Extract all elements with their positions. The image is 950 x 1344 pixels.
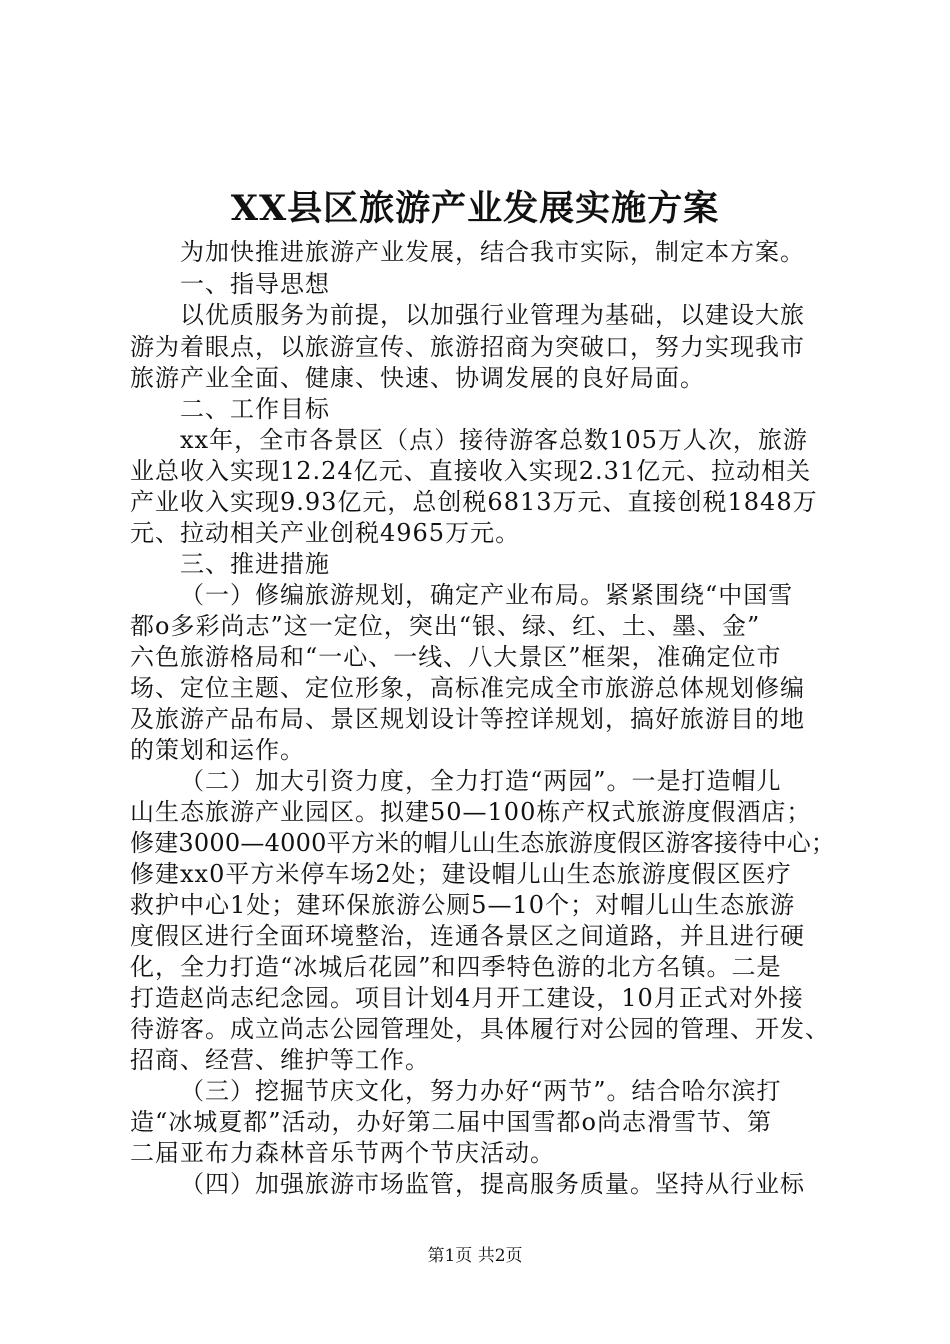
paragraph-line: 产业收入实现9.93亿元，总创税6813万元、直接创税1848万 bbox=[130, 488, 818, 516]
paragraph-line: 场、定位主题、定位形象，高标准完成全市旅游总体规划修编 bbox=[130, 674, 805, 702]
paragraph-line: 都ο多彩尚志”这一定位，突出“银、绿、红、土、墨、金” bbox=[130, 612, 761, 640]
paragraph-line: （三）挖掘节庆文化，努力办好“两节”。结合哈尔滨打 bbox=[180, 1077, 782, 1105]
paragraph-line: （一）修编旅游规划，确定产业布局。紧紧围绕“中国雪 bbox=[180, 581, 794, 609]
section-heading: 三、推进措施 bbox=[180, 550, 330, 578]
page-footer: 第1页 共2页 bbox=[427, 1246, 523, 1266]
section-heading: 二、工作目标 bbox=[180, 395, 330, 423]
paragraph-line: 六色旅游格局和“一心、一线、八大景区”框架，准确定位市 bbox=[130, 643, 782, 671]
section-heading: 一、指导思想 bbox=[180, 270, 330, 298]
paragraph-line: 及旅游产品布局、景区规划设计等控详规划，搞好旅游目的地 bbox=[130, 705, 805, 733]
paragraph-line: 造“冰城夏都”活动，办好第二届中国雪都ο尚志滑雪节、第 bbox=[130, 1108, 772, 1136]
paragraph-line: （四）加强旅游市场监管，提高服务质量。坚持从行业标 bbox=[180, 1170, 805, 1198]
paragraph-line: 山生态旅游产业园区。拟建50—100栋产权式旅游度假酒店； bbox=[130, 798, 812, 826]
paragraph-line: 修建xx0平方米停车场2处；建设帽儿山生态旅游度假区医疗 bbox=[130, 860, 792, 888]
paragraph-line: 以优质服务为前提，以加强行业管理为基础，以建设大旅 bbox=[180, 301, 805, 329]
paragraph-line: 救护中心1处；建环保旅游公厕5—10个；对帽儿山生态旅游 bbox=[130, 891, 796, 919]
paragraph-line: 游为着眼点，以旅游宣传、旅游招商为突破口，努力实现我市 bbox=[130, 333, 805, 361]
paragraph-line: （二）加大引资力度，全力打造“两园”。一是打造帽儿 bbox=[180, 767, 782, 795]
paragraph-line: 为加快推进旅游产业发展，结合我市实际，制定本方案。 bbox=[180, 238, 805, 266]
paragraph-line: 旅游产业全面、健康、快速、协调发展的良好局面。 bbox=[130, 364, 705, 392]
paragraph-line: 化，全力打造“冰城后花园”和四季特色游的北方名镇。二是 bbox=[130, 953, 782, 981]
paragraph-line: 度假区进行全面环境整治，连通各景区之间道路，并且进行硬 bbox=[130, 922, 805, 950]
document-title: XX县区旅游产业发展实施方案 bbox=[230, 188, 720, 229]
paragraph-line: 待游客。成立尚志公园管理处，具体履行对公园的管理、开发、 bbox=[130, 1015, 830, 1043]
paragraph-line: 打造赵尚志纪念园。项目计划4月开工建设，10月正式对外接 bbox=[130, 984, 804, 1012]
paragraph-line: 元、拉动相关产业创税4965万元。 bbox=[130, 519, 521, 547]
paragraph-line: 业总收入实现12.24亿元、直接收入实现2.31亿元、拉动相关 bbox=[130, 457, 812, 485]
paragraph-line: xx年，全市各景区（点）接待游客总数105万人次，旅游 bbox=[180, 426, 808, 454]
paragraph-line: 的策划和运作。 bbox=[130, 736, 305, 764]
paragraph-line: 招商、经营、维护等工作。 bbox=[130, 1046, 430, 1074]
paragraph-line: 二届亚布力森林音乐节两个节庆活动。 bbox=[130, 1139, 555, 1167]
paragraph-line: 修建3000—4000平方米的帽儿山生态旅游度假区游客接待中心； bbox=[130, 829, 836, 857]
